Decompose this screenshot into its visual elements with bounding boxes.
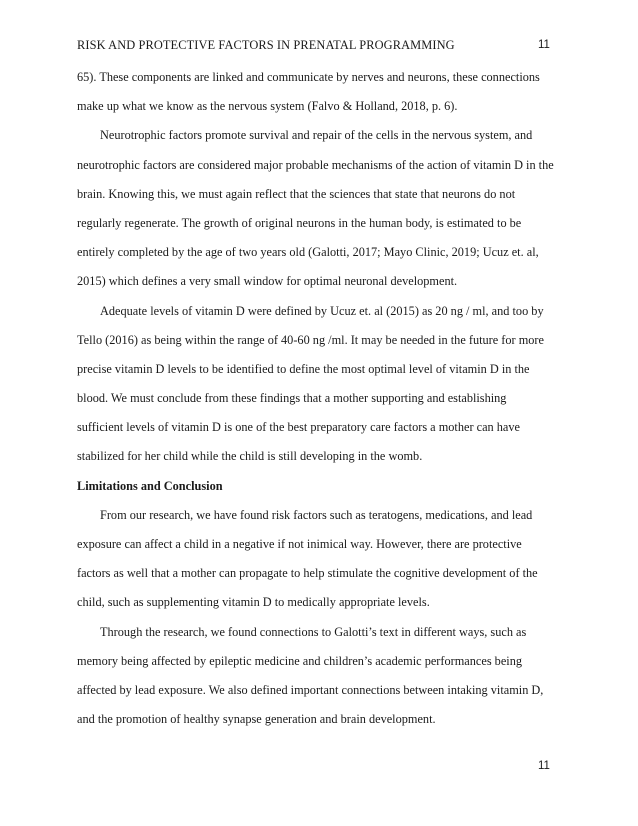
body-text xyxy=(77,63,561,734)
text-line: blood. We must conclude from these findings that a mother supporting and establishing xyxy=(77,391,507,406)
text-line: Tello (2016) as being within the range of 40-60 ng /ml. It may be needed in the future for more xyxy=(77,332,544,347)
section-heading: Limitations and Conclusion xyxy=(77,478,223,493)
text-line: stabilized for her child while the child is still developing in the womb. xyxy=(77,449,423,464)
text-line: memory being affected by epileptic medicine and children’s academic performances being xyxy=(77,653,523,668)
paragraph-first-line: Neurotrophic factors promote survival and repair of the cells in the nervous system, and xyxy=(100,128,533,143)
text-line: sufficient levels of vitamin D is one of the best preparatory care factors a mother can have xyxy=(77,420,520,435)
header-page-number: 11 xyxy=(538,39,550,51)
text-line: 2015) which defines a very small window for optimal neuronal development. xyxy=(77,274,458,289)
text-line: entirely completed by the age of two years old (Galotti, 2017; Mayo Clinic, 2019; Ucuz et. al, xyxy=(77,245,539,260)
text-line: exposure can affect a child in a negative if not inimical way. However, there are protective xyxy=(77,537,522,551)
paragraph-first-line: From our research, we have found risk factors such as teratogens, medications, and lead xyxy=(100,507,533,522)
text-line: and the promotion of healthy synapse generation and brain development. xyxy=(77,712,436,727)
running-head: RISK AND PROTECTIVE FACTORS IN PRENATAL PROGRAMMING xyxy=(77,38,455,52)
text-line: 65). These components are linked and communicate by nerves and neurons, these connections xyxy=(77,70,540,84)
text-line: factors as well that a mother can propagate to help stimulate the cognitive development of the xyxy=(77,566,538,581)
text-line: neurotrophic factors are considered major probable mechanisms of the action of vitamin D in the xyxy=(77,157,554,172)
text-line: brain. Knowing this, we must again reflect that the sciences that state that neurons do not xyxy=(77,186,516,201)
text-line: affected by lead exposure. We also defined important connections between intaking vitamin D, xyxy=(77,682,544,697)
paragraph-first-line: Through the research, we found connections to Galotti’s text in different ways, such as xyxy=(100,624,527,639)
text-line: make up what we know as the nervous system (Falvo & Holland, 2018, p. 6). xyxy=(77,99,458,114)
text-line: precise vitamin D levels to be identified to define the most optimal level of vitamin D in the xyxy=(77,361,530,376)
text-line: child, such as supplementing vitamin D to medically appropriate levels. xyxy=(77,595,430,610)
paragraph-first-line: Adequate levels of vitamin D were defined by Ucuz et. al (2015) as 20 ng / ml, and too by xyxy=(100,303,544,318)
footer-page-number: 11 xyxy=(538,760,550,772)
text-line: regularly regenerate. The growth of original neurons in the human body, is estimated to be xyxy=(77,215,522,230)
